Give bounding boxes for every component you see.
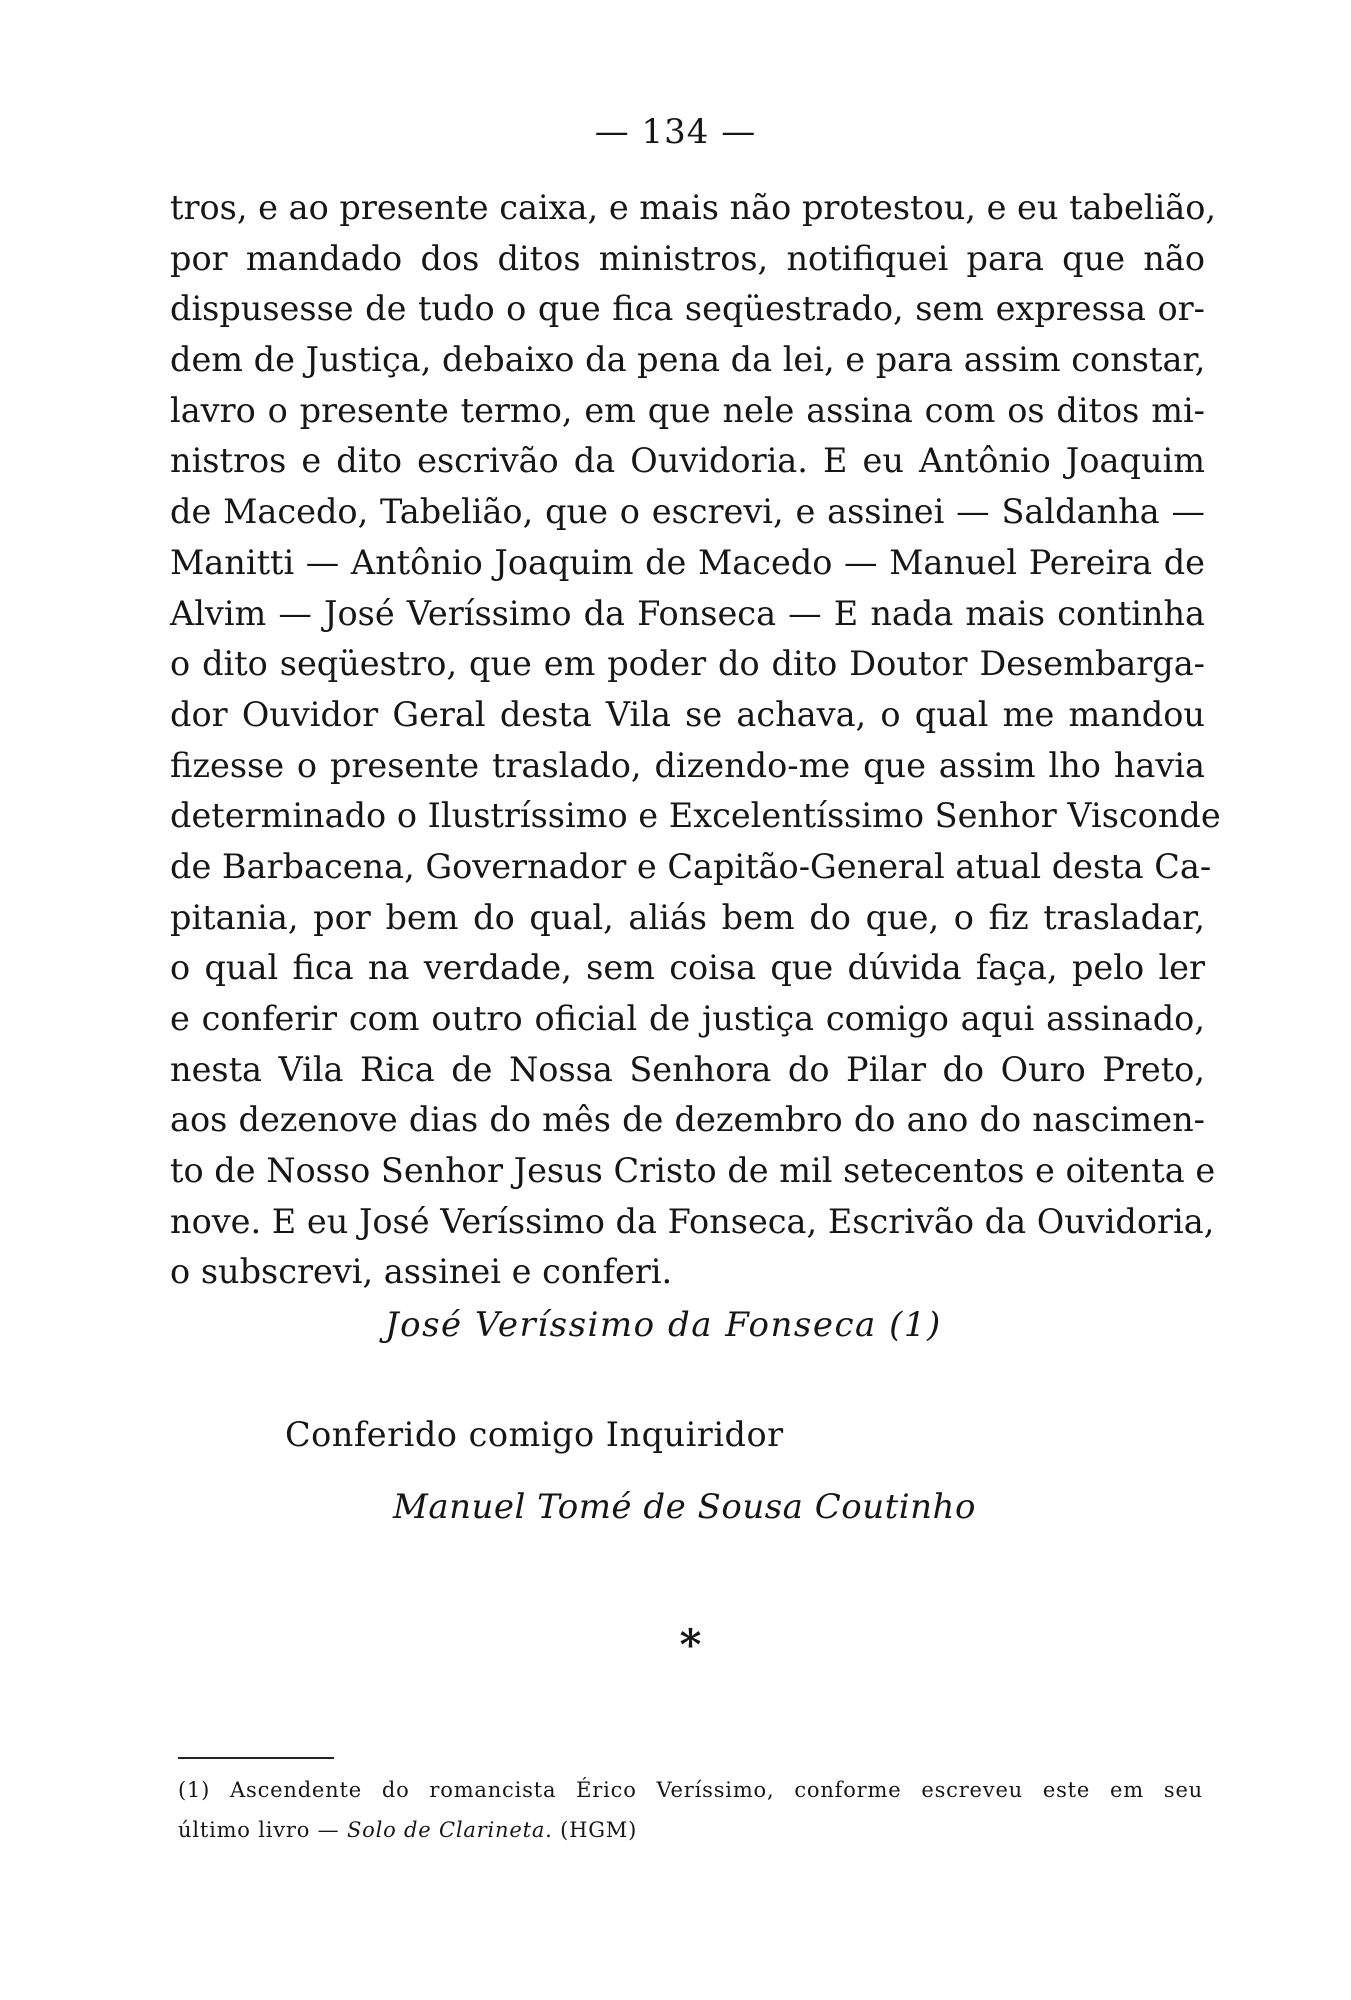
footnote-line (178, 1810, 1203, 1850)
footnote-suffix: (HGM) (552, 1818, 638, 1842)
body-text (170, 183, 1221, 1298)
text-line: to de Nosso Senhor Jesus Cristo de mil setecentos e oitenta e (170, 1151, 1216, 1191)
text-line: nistros e dito escrivão da Ouvidoria. E eu Antônio Joaquim (170, 441, 1205, 481)
footnote-book-title: Solo de Clarineta. (346, 1818, 553, 1842)
page-number: — 134 — (594, 112, 757, 152)
footnote-line: (1) Ascendente do romancista Érico Veríssimo, conforme escreveu este em seu (178, 1778, 1203, 1802)
text-line: pitania, por bem do qual, aliás bem do que, o fiz trasladar, (170, 897, 1205, 937)
text-line: lavro o presente termo, em que nele assina com os ditos mi- (170, 390, 1205, 430)
text-line: dispusesse de tudo o que fica seqüestrado, sem expressa or- (170, 289, 1205, 329)
section-separator-asterisk: * (679, 1620, 702, 1669)
signature-manuel-tome: Manuel Tomé de Sousa Coutinho (393, 1487, 976, 1527)
text-line: fizesse o presente traslado, dizendo-me que assim lho havia (170, 745, 1205, 785)
footnote-divider (178, 1757, 334, 1759)
text-line: dem de Justiça, debaixo da pena da lei, e para assim constar, (170, 340, 1206, 380)
text-line: de Macedo, Tabelião, que o escrevi, e assinei — Saldanha — (170, 492, 1205, 532)
text-line: e conferir com outro oficial de justiça comigo aqui assinado, (170, 999, 1205, 1038)
text-line: aos dezenove dias do mês de dezembro do ano do nascimen- (170, 1100, 1205, 1140)
footnote-prefix: último livro — (178, 1818, 347, 1842)
text-line-last: o subscrevi, assinei e conferi. (170, 1252, 673, 1292)
conferido-line: Conferido comigo Inquiridor (285, 1415, 784, 1454)
text-line: dor Ouvidor Geral desta Vila se achava, o qual me mandou (170, 694, 1205, 734)
text-line: tros, e ao presente caixa, e mais não protestou, e eu tabelião, (170, 188, 1217, 227)
text-line: Manitti — Antônio Joaquim de Macedo — Manuel Pereira de (170, 542, 1205, 582)
text-line: de Barbacena, Governador e Capitão-General atual desta Ca- (170, 846, 1212, 886)
text-line: o qual fica na verdade, sem coisa que dúvida faça, pelo ler (170, 948, 1205, 988)
signature-jose-verissimo: José Veríssimo da Fonseca (1) (385, 1305, 942, 1345)
text-line: Alvim — José Veríssimo da Fonseca — E nada mais continha (170, 593, 1205, 633)
text-line: o dito seqüestro, que em poder do dito Doutor Desembarga- (170, 644, 1205, 684)
text-line: por mandado dos ditos ministros, notifiquei para que não (170, 238, 1205, 278)
footnote (178, 1770, 1203, 1850)
text-line: nove. E eu José Veríssimo da Fonseca, Escrivão da Ouvidoria, (170, 1201, 1215, 1241)
text-line: nesta Vila Rica de Nossa Senhora do Pilar do Ouro Preto, (170, 1049, 1205, 1089)
text-line: determinado o Ilustríssimo e Excelentíssimo Senhor Visconde (170, 796, 1221, 836)
